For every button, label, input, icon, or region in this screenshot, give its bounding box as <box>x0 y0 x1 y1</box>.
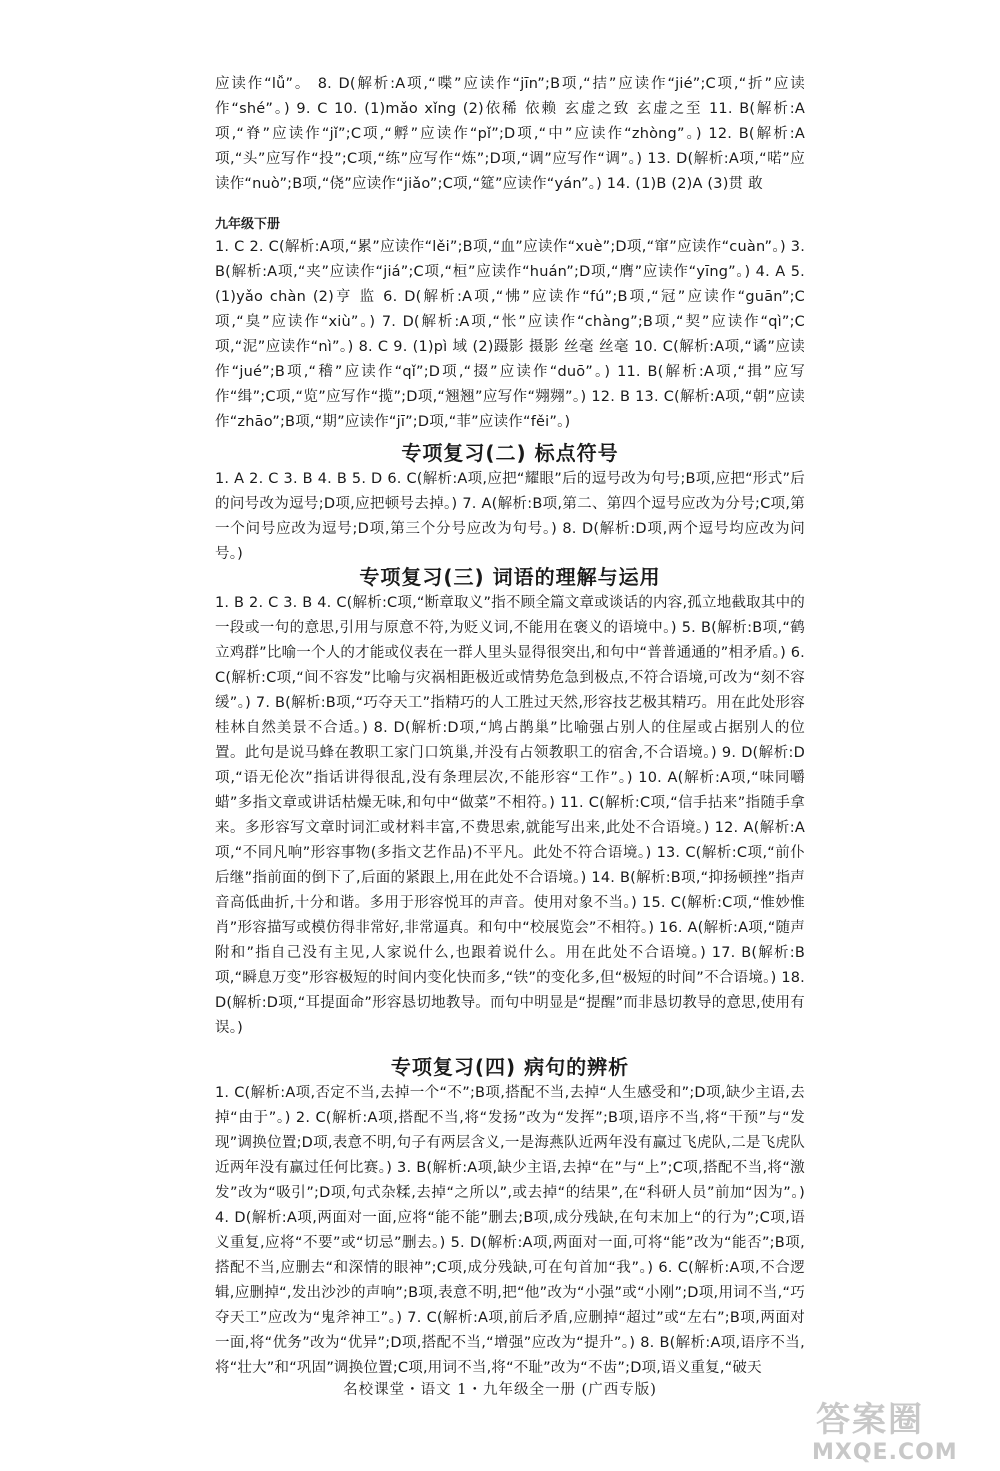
answer-paragraph-grade9-down: 1. C 2. C(解析:A项,“累”应读作“lěi”;B项,“血”应读作“xuè”;D项,“窜”应读作“cuàn”。) 3. B(解析:A项,“夹”应读作“jiá”;C项,“桓”应读作“huán”;D项,“膺”应读作“yīng”。) 4. A 5. (1)yǎo chàn (2)亨 监 6. D(解析:A项,“怫”应读作“fú”;B项,“冠”应读作“guān”;C项,“臭”应读作“xiù”。) 7. D(解析:A项,“怅”应读作“chàng”;B项,“契”应读作“qì”;C项,“泥”应读作“nì”。) 8. C 9. (1)pì 域 (2)蹑影 摄影 丝毫 丝毫 10. C(解析:A项,“谲”应读作“jué”;B项,“稽”应读作“qǐ”;D项,“掇”应读作“duō”。) 11. B(解析:A项,“揖”应写作“缉”;C项,“览”应写作“揽”;D项,“翘翘”应写作“翙翙”。) 12. B 13. C(解析:A项,“朝”应读作“zhāo”;B项,“期”应读作“jī”;D项,“菲”应读作“fěi”。) <box>215 239 805 430</box>
watermark-url: MXQE.COM <box>812 1440 958 1465</box>
page-footer: 名校课堂・语文 1・九年级全一册 (广西专版) <box>343 1382 657 1398</box>
watermark-logo <box>808 1392 988 1470</box>
watermark-logo-text: 答案圈 <box>816 1400 924 1440</box>
section-title-words: 专项复习(三) 词语的理解与运用 <box>359 565 661 589</box>
answer-paragraph-punctuation: 1. A 2. C 3. B 4. B 5. D 6. C(解析:A项,应把“耀眼”后的逗号改为句号;B项,应把“形式”后的问号改为逗号;D项,应把顿号去掉。) 7. A(解析:B项,第二、第四个逗号应改为分号;C项,第一个问号应改为逗号;D项,第三个分号应改为句号。) 8. D(解析:D项,两个逗号均应改为问号。) <box>215 471 805 562</box>
section-title-punctuation: 专项复习(二) 标点符号 <box>401 441 619 465</box>
grade-heading: 九年级下册 <box>215 217 281 232</box>
answer-paragraph-grade9-up-tail: 应读作“lǚ”。 8. D(解析:A项,“喋”应读作“jīn”;B项,“拮”应读作“jié”;C项,“折”应读作“shé”。) 9. C 10. (1)mǎo xǐng (2)依稀 依赖 玄虚之致 玄虚之至 11. B(解析:A项,“脊”应读作“jǐ”;C项,“孵”应读作“pǐ”;D项,“中”应读作“zhòng”。) 12. B(解析:A项,“头”应写作“投”;C项,“练”应写作“炼”;D项,“调”应写作“调”。) 13. D(解析:A项,“喏”应读作“nuò”;B项,“侥”应读作“jiǎo”;C项,“筵”应读作“yán”。) 14. (1)B (2)A (3)贯 敢 <box>215 76 805 192</box>
answer-paragraph-words: 1. B 2. C 3. B 4. C(解析:C项,“断章取义”指不顾全篇文章或谈话的内容,孤立地截取其中的一段或一句的意思,引用与原意不符,为贬义词,不能用在褒义的语境中。) 5. B(解析:B项,“鹤立鸡群”比喻一个人的才能或仪表在一群人里头显得很突出,和句中“普普通通的”相矛盾。) 6. C(解析:C项,“间不容发”比喻与灾祸相距极近或情势危急到极点,不符合语境,可改为“刻不容缓”。) 7. B(解析:B项,“巧夺天工”指精巧的人工胜过天然,形容技艺极其精巧。用在此处形容桂林自然美景不合适。) 8. D(解析:D项,“鸠占鹊巢”比喻强占别人的住屋或占据别人的位置。此句是说马蜂在教职工家门口筑巢,并没有占领教职工的宿舍,不合语境。) 9. D(解析:D项,“语无伦次”指话讲得很乱,没有条理层次,不能形容“工作”。) 10. A(解析:A项,“味同嚼蜡”多指文章或讲话枯燥无味,和句中“做菜”不相符。) 11. C(解析:C项,“信手拈来”指随手拿来。多形容写文章时词汇或材料丰富,不费思索,就能写出来,此处不合语境。) 12. A(解析:A项,“不同凡响”形容事物(多指文艺作品)不平凡。此处不符合语境。) 13. C(解析:C项,“前仆后继”指前面的倒下了,后面的紧跟上,用在此处不合语境。) 14. B(解析:B项,“抑扬顿挫”指声音高低曲折,十分和谐。多用于形容悦耳的声音。使用对象不当。) 15. C(解析:C项,“惟妙惟肖”形容描写或模仿得非常好,非常逼真。和句中“校展览会”不相符。) 16. A(解析:A项,“随声附和”指自己没有主见,人家说什么,也跟着说什么。用在此处不合语境。) 17. B(解析:B项,“瞬息万变”形容极短的时间内变化快而多,“铁”的变化多,但“极短的时间”不合语境。) 18. D(解析:D项,“耳提面命”形容恳切地教导。而句中明显是“提醒”而非恳切教导的意思,使用有误。) <box>215 595 805 1036</box>
answer-paragraph-sentences: 1. C(解析:A项,否定不当,去掉一个“不”;B项,搭配不当,去掉“人生感受和”;D项,缺少主语,去掉“由于”。) 2. C(解析:A项,搭配不当,将“发扬”改为“发挥”;B项,语序不当,将“干预”与“发现”调换位置;D项,表意不明,句子有两层含义,一是海燕队近两年没有赢过飞虎队,二是飞虎队近两年没有赢过任何比赛。) 3. B(解析:A项,缺少主语,去掉“在”与“上”;C项,搭配不当,将“激发”改为“吸引”;D项,句式杂糅,去掉“之所以”,或去掉“的结果”,在“科研人员”前加“因为”。) 4. D(解析:A项,两面对一面,应将“能不能”删去;B项,成分残缺,在句末加上“的行为”;C项,语义重复,应将“不要”或“切忌”删去。) 5. D(解析:A项,两面对一面,可将“能”改为“能否”;B项,搭配不当,应删去“和深情的眼神”;C项,成分残缺,可在句首加“我”。) 6. C(解析:A项,不合逻辑,应删掉“,发出沙沙的声响”;B项,表意不明,把“他”改为“小强”或“小刚”;D项,用词不当,“巧夺天工”应改为“鬼斧神工”。) 7. C(解析:A项,前后矛盾,应删掉“超过”或“左右”;B项,两面对一面,将“优务”改为“优异”;D项,搭配不当,“增强”应改为“提升”。) 8. B(解析:A项,语序不当,将“壮大”和“巩固”调换位置;C项,用词不当,将“不耻”改为“不齿”;D项,语义重复,“破天 <box>215 1085 805 1376</box>
section-title-sentences: 专项复习(四) 病句的辨析 <box>390 1055 630 1079</box>
